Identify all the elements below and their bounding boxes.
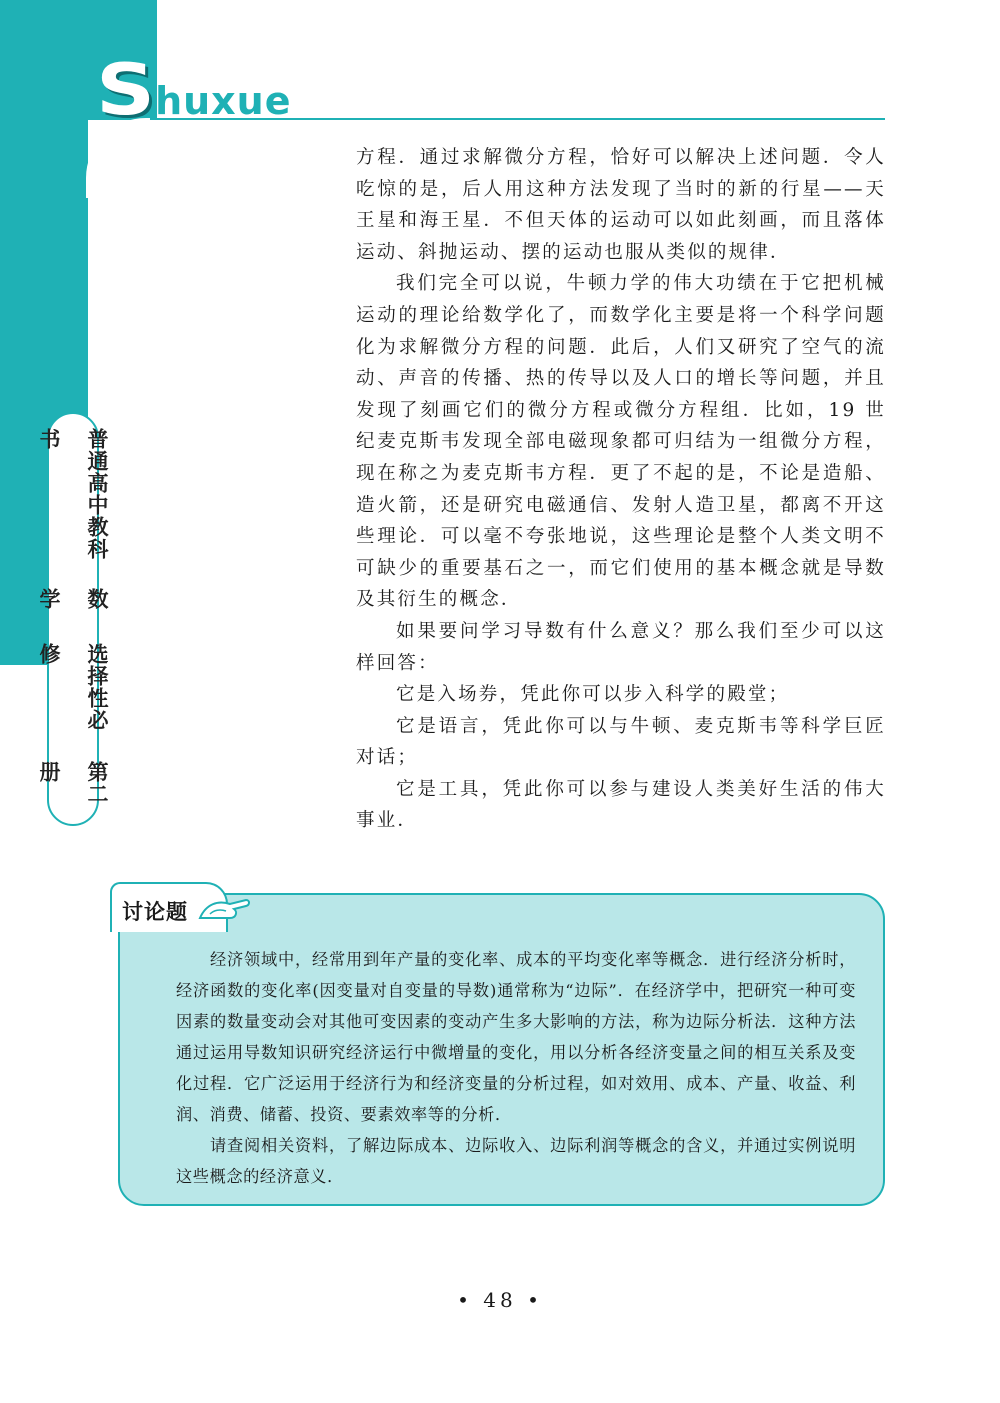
series-label	[37, 412, 110, 826]
discussion-paragraph: 请查阅相关资料，了解边际成本、边际收入、边际利润等概念的含义，并通过实例说明这些概念的经济意义．	[176, 1136, 856, 1186]
logo-rest: huxue	[155, 79, 292, 123]
discussion-paragraph: 经济领域中，经常用到年产量的变化率、成本的平均变化率等概念．进行经济分析时，经济函数的变化率(因变量对自变量的导数)通常称为“边际”．在经济学中，把研究一种可变因素的数量变动会对其他可变因素的变动产生多大影响的方法，称为边际分析法．这种方法通过运用导数知识研究经济运行中微增量的变化，用以分析各经济变量之间的相互关系及变化过程．它广泛运用于经济行为和经济变量的分析过程，如对效用、成本、产量、收益、利润、消费、储蓄、投资、要素效率等的分析．	[176, 950, 856, 1124]
discussion-text	[176, 944, 856, 1192]
logo-initial: S	[96, 49, 156, 132]
pointing-hand-icon	[196, 894, 252, 924]
series-volume: 第二册	[37, 761, 110, 806]
page-number: • 48 •	[457, 1288, 543, 1312]
series-text	[37, 428, 110, 824]
main-text	[356, 142, 886, 837]
paragraph: 它是入场券，凭此你可以步入科学的殿堂；	[396, 684, 790, 706]
shuxue-logo	[96, 50, 292, 132]
series-subject: 数学	[37, 587, 110, 610]
paragraph: 方程．通过求解微分方程，恰好可以解决上述问题．令人吃惊的是，后人用这种方法发现了当时的新的行星——天王星和海王星．不但天体的运动可以如此刻画，而且落体运动、斜抛运动、摆的运动也服从类似的规律．	[356, 147, 886, 263]
paragraph: 如果要问学习导数有什么意义？那么我们至少可以这样回答：	[356, 620, 886, 674]
paragraph: 它是语言，凭此你可以与牛顿、麦克斯韦等科学巨匠对话；	[356, 715, 886, 769]
paragraph: 它是工具，凭此你可以参与建设人类美好生活的伟大事业．	[356, 778, 886, 832]
series-book: 普通高中教科书	[37, 428, 110, 560]
series-volume-type: 选择性必修	[37, 643, 110, 732]
paragraph: 我们完全可以说，牛顿力学的伟大功绩在于它把机械运动的理论给数学化了，而数学化主要是将一个科学问题化为求解微分方程的问题．此后，人们又研究了空气的流动、声音的传播、热的传导以及人口的增长等问题，并且发现了刻画它们的微分方程或微分方程组．比如，19 世纪麦克斯韦发现全部电磁现象都可归结为一组微分方程，现在称之为麦克斯韦方程．更了不起的是，不论是造船、造火箭，还是研究电磁通信、发射人造卫星，都离不开这些理论．可以毫不夸张地说，这些理论是整个人类文明不可缺少的重要基石之一，而它们使用的基本概念就是导数及其衍生的概念．	[356, 273, 886, 611]
discussion-title: 讨论题	[122, 900, 188, 924]
